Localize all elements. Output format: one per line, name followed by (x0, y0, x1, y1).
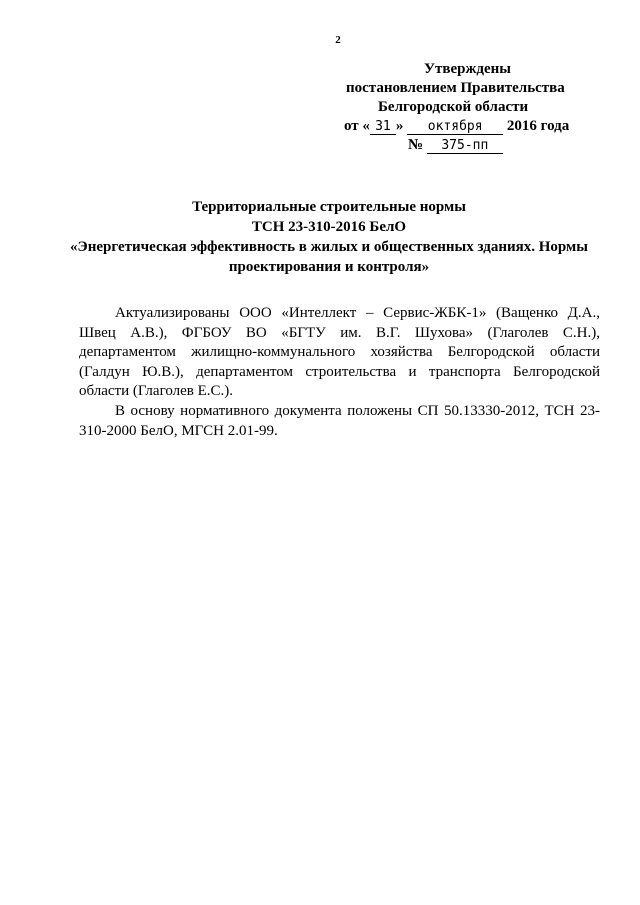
approval-date (330, 117, 590, 136)
approval-number (330, 136, 590, 155)
title-line-2: ТСН 23-310-2016 БелО (251, 219, 407, 235)
paragraph-basis: В основу нормативного документа положены СП 50.13330-2012, ТСН 23-310-2000 БелО, МГСН 2.01-99. (79, 402, 600, 439)
title-line-3: «Энергетическая эффективность в жилых и общественных зданиях. Нормы проектирования и контроля» (70, 239, 588, 275)
approval-heading: Утверждены (424, 61, 511, 77)
body-text (79, 304, 600, 441)
number-prefix: № (408, 137, 424, 153)
approval-region: Белгородской области (378, 99, 529, 115)
date-day: 31 (370, 120, 396, 135)
date-prefix: от « (344, 118, 370, 134)
date-year: 2016 года (506, 118, 570, 134)
paragraph-authors: Актуализированы ООО «Интеллект – Сервис-ЖБК-1» (Ващенко Д.А., Швец А.В.), ФГБОУ ВО «БГТУ им. В.Г. Шухова» (Глаголев С.Н.), департаментом жилищно-коммунального хозяйства Белгородской области (Галдун Ю.В.), департаментом строительства и транспорта Белгородской области (Глаголев Е.С.). (79, 305, 600, 400)
page-number: 2 (335, 34, 341, 46)
approval-block (330, 60, 590, 155)
date-mid: » (395, 118, 404, 134)
date-month: октября (407, 120, 503, 135)
approval-issuer: постановлением Правительства (346, 80, 565, 96)
number-value: 375-пп (427, 139, 503, 154)
title-line-1: Территориальные строительные нормы (192, 199, 466, 215)
document-title (56, 197, 602, 277)
